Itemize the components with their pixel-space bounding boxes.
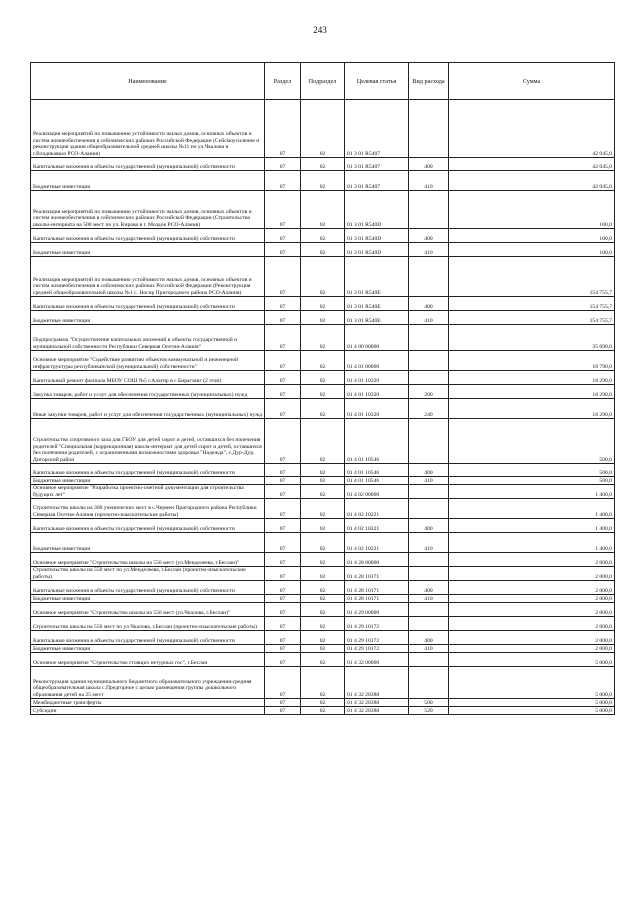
cell-name: Основное мероприятие "Строительство школы на 550 мест (ул.Менделеева, г.Беслан)" — [31, 553, 265, 567]
cell-type — [409, 499, 449, 519]
cell-sum: 2 000,0 — [449, 567, 615, 581]
cell-section: 07 — [265, 595, 301, 603]
cell-subsection: 02 — [301, 499, 345, 519]
cell-section: 07 — [265, 553, 301, 567]
cell-sum: 154 755,7 — [449, 257, 615, 297]
cell-subsection: 02 — [301, 581, 345, 595]
cell-section: 07 — [265, 653, 301, 667]
cell-name: Основное мероприятие "Строительство школы на 550 мест (ул.Чкалова, г.Беслан)" — [31, 603, 265, 617]
cell-type: 400 — [409, 581, 449, 595]
cell-type: 500 — [409, 699, 449, 707]
table-row — [31, 297, 615, 311]
cell-article: 01 3 01 R540D — [345, 243, 409, 257]
cell-sum: 5 000,0 — [449, 653, 615, 667]
cell-article: 01 4 28 00000 — [345, 553, 409, 567]
cell-sum: 2 000,0 — [449, 617, 615, 631]
cell-type — [409, 567, 449, 581]
header-article: Целевая статья — [345, 63, 409, 100]
cell-name: Бюджетные инвестиции — [31, 477, 265, 485]
table-row — [31, 603, 615, 617]
cell-sum: 1 400,0 — [449, 533, 615, 553]
cell-type: 410 — [409, 243, 449, 257]
cell-subsection: 02 — [301, 399, 345, 419]
cell-name: Основное мероприятие "Разработка проектно-сметной документации для строительства будущих лет" — [31, 485, 265, 499]
cell-section: 07 — [265, 603, 301, 617]
table-row — [31, 645, 615, 653]
cell-subsection: 02 — [301, 385, 345, 399]
cell-subsection: 02 — [301, 257, 345, 297]
cell-name: Основное мероприятие "Содействие развитию объектов коммунальной и инженерной инфраструктуры республиканской (муниципальной) собственности" — [31, 351, 265, 371]
table-row — [31, 699, 615, 707]
cell-article: 01 4 01 10320 — [345, 385, 409, 399]
cell-sum: 100,0 — [449, 229, 615, 243]
cell-sum: 18 290,0 — [449, 371, 615, 385]
cell-sum: 2 000,0 — [449, 645, 615, 653]
cell-subsection: 02 — [301, 464, 345, 477]
cell-article: 01 4 28 10171 — [345, 595, 409, 603]
cell-subsection: 02 — [301, 351, 345, 371]
table-row — [31, 499, 615, 519]
cell-sum: 1 400,0 — [449, 485, 615, 499]
cell-sum: 42 045,0 — [449, 171, 615, 191]
cell-subsection: 02 — [301, 699, 345, 707]
cell-name: Капитальные вложения в объекты государственной (муниципальной) собственности — [31, 297, 265, 311]
cell-section: 07 — [265, 191, 301, 229]
cell-subsection: 02 — [301, 645, 345, 653]
cell-name: Капитальные вложения в объекты государственной (муниципальной) собственности — [31, 519, 265, 533]
cell-type: 400 — [409, 158, 449, 171]
cell-name: Реконструкция здания муниципального бюджетного образовательного учреждения-средняя общеобразовательная школа с.Предгорное с целью размещения группы дошкольного образования детей на 25 мест — [31, 667, 265, 699]
header-type: Вид расхода — [409, 63, 449, 100]
cell-section: 07 — [265, 533, 301, 553]
cell-name: Иные закупки товаров, работ и услуг для обеспечения государственных (муниципальных) нужд — [31, 399, 265, 419]
cell-name: Закупка товаров, работ и услуг для обеспечения государственных (муниципальных) нужд — [31, 385, 265, 399]
cell-sum: 18 790,0 — [449, 351, 615, 371]
cell-subsection: 02 — [301, 631, 345, 645]
cell-article: 01 3 01 R540E — [345, 297, 409, 311]
cell-section: 07 — [265, 419, 301, 464]
table-row — [31, 371, 615, 385]
header-subsection: Подраздел — [301, 63, 345, 100]
cell-sum: 5 000,0 — [449, 707, 615, 715]
cell-type — [409, 653, 449, 667]
table-row — [31, 351, 615, 371]
cell-subsection: 02 — [301, 311, 345, 325]
cell-subsection: 02 — [301, 371, 345, 385]
cell-type: 400 — [409, 464, 449, 477]
cell-section: 07 — [265, 100, 301, 158]
cell-name: Строительство школы на 550 мест по ул.Менделеева, г.Беслан (проектно-изыскательские работы) — [31, 567, 265, 581]
table-row — [31, 553, 615, 567]
cell-article: 01 4 28 10171 — [345, 581, 409, 595]
table-row — [31, 311, 615, 325]
cell-name: Строительство школы на 360 ученических мест в с.Чермен Пригородного района Республики Северная Осетия-Алания (проектно-изыскательские работы) — [31, 499, 265, 519]
cell-name: Бюджетные инвестиции — [31, 645, 265, 653]
cell-type — [409, 325, 449, 351]
header-sum: Сумма — [449, 63, 615, 100]
cell-subsection: 02 — [301, 158, 345, 171]
cell-subsection: 02 — [301, 567, 345, 581]
cell-subsection: 02 — [301, 100, 345, 158]
cell-sum: 2 000,0 — [449, 603, 615, 617]
cell-subsection: 02 — [301, 229, 345, 243]
cell-sum: 500,0 — [449, 477, 615, 485]
cell-name: Бюджетные инвестиции — [31, 595, 265, 603]
cell-section: 07 — [265, 699, 301, 707]
table-body — [31, 100, 615, 715]
table-row — [31, 100, 615, 158]
cell-type — [409, 667, 449, 699]
cell-section: 07 — [265, 567, 301, 581]
cell-subsection: 02 — [301, 171, 345, 191]
cell-name: Бюджетные инвестиции — [31, 243, 265, 257]
table-row — [31, 485, 615, 499]
cell-name: Капитальные вложения в объекты государственной (муниципальной) собственности — [31, 631, 265, 645]
cell-section: 07 — [265, 519, 301, 533]
cell-type — [409, 419, 449, 464]
cell-article: 01 3 01 R5407 — [345, 158, 409, 171]
cell-sum: 100,0 — [449, 191, 615, 229]
cell-section: 07 — [265, 371, 301, 385]
cell-subsection: 02 — [301, 325, 345, 351]
cell-type — [409, 617, 449, 631]
cell-type — [409, 351, 449, 371]
cell-article: 01 4 02 10221 — [345, 519, 409, 533]
cell-type — [409, 603, 449, 617]
cell-article: 01 4 29 10172 — [345, 645, 409, 653]
header-name: Наименование — [31, 63, 265, 100]
cell-type — [409, 485, 449, 499]
cell-sum: 35 690,0 — [449, 325, 615, 351]
cell-article: 01 4 01 10320 — [345, 399, 409, 419]
cell-section: 07 — [265, 707, 301, 715]
cell-section: 07 — [265, 499, 301, 519]
cell-subsection: 02 — [301, 653, 345, 667]
cell-article: 01 4 01 10546 — [345, 477, 409, 485]
cell-article: 01 4 02 00000 — [345, 485, 409, 499]
cell-sum: 42 045,0 — [449, 100, 615, 158]
table-row — [31, 399, 615, 419]
cell-article: 01 3 01 R5407 — [345, 171, 409, 191]
table-row — [31, 653, 615, 667]
cell-type: 200 — [409, 385, 449, 399]
table-row — [31, 519, 615, 533]
cell-sum: 18 290,0 — [449, 399, 615, 419]
cell-article: 01 4 01 10320 — [345, 371, 409, 385]
table-row — [31, 617, 615, 631]
cell-article: 01 4 32 20388 — [345, 699, 409, 707]
cell-type: 400 — [409, 631, 449, 645]
cell-article: 01 4 29 00000 — [345, 603, 409, 617]
cell-section: 07 — [265, 385, 301, 399]
table-row — [31, 707, 615, 715]
table-row — [31, 171, 615, 191]
cell-subsection: 02 — [301, 553, 345, 567]
cell-name: Подпрограмма "Осуществление капитальных вложений в объекты государственной и муниципальной собственности Республики Северная Осетия-Алания" — [31, 325, 265, 351]
cell-section: 07 — [265, 485, 301, 499]
cell-name: Капитальные вложения в объекты государственной (муниципальной) собственности — [31, 158, 265, 171]
cell-name: Бюджетные инвестиции — [31, 311, 265, 325]
table-row — [31, 533, 615, 553]
table-row — [31, 667, 615, 699]
cell-section: 07 — [265, 257, 301, 297]
table-row — [31, 229, 615, 243]
cell-type: 410 — [409, 477, 449, 485]
cell-name: Основное мероприятие "Строительство стоящих нетурных гос", г.Беслан — [31, 653, 265, 667]
cell-sum: 2 000,0 — [449, 553, 615, 567]
cell-article: 01 4 01 10546 — [345, 419, 409, 464]
cell-name: Капитальные вложения в объекты государственной (муниципальной) собственности — [31, 581, 265, 595]
table-row — [31, 595, 615, 603]
cell-sum: 18 290,0 — [449, 385, 615, 399]
cell-name: Капитальные вложения в объекты государственной (муниципальной) собственности — [31, 464, 265, 477]
cell-name: Бюджетные инвестиции — [31, 533, 265, 553]
cell-article: 01 3 01 R540D — [345, 191, 409, 229]
cell-section: 07 — [265, 667, 301, 699]
cell-section: 07 — [265, 243, 301, 257]
cell-article: 01 4 29 10172 — [345, 631, 409, 645]
table-row — [31, 158, 615, 171]
cell-sum: 1 400,0 — [449, 519, 615, 533]
cell-article: 01 4 28 10171 — [345, 567, 409, 581]
cell-subsection: 02 — [301, 667, 345, 699]
cell-name: Строительство школы на 550 мест по ул.Чкалова, г.Беслан (проектно-изыскательские работы) — [31, 617, 265, 631]
cell-name: Капитальные вложения в объекты государственной (муниципальной) собственности — [31, 229, 265, 243]
table-row — [31, 243, 615, 257]
cell-article: 01 4 01 10546 — [345, 464, 409, 477]
cell-subsection: 02 — [301, 603, 345, 617]
cell-article: 01 4 01 00000 — [345, 351, 409, 371]
cell-type — [409, 553, 449, 567]
cell-name: Межбюджетные трансферты — [31, 699, 265, 707]
table-row — [31, 581, 615, 595]
cell-section: 07 — [265, 464, 301, 477]
cell-subsection: 02 — [301, 595, 345, 603]
cell-section: 07 — [265, 399, 301, 419]
table-row — [31, 419, 615, 464]
cell-type — [409, 257, 449, 297]
cell-name: Субсидии — [31, 707, 265, 715]
cell-sum: 2 000,0 — [449, 581, 615, 595]
cell-subsection: 02 — [301, 477, 345, 485]
cell-section: 07 — [265, 477, 301, 485]
cell-article: 01 4 32 00000 — [345, 653, 409, 667]
cell-article: 01 3 01 R540E — [345, 311, 409, 325]
cell-subsection: 02 — [301, 519, 345, 533]
cell-article: 01 4 02 10221 — [345, 499, 409, 519]
cell-sum: 500,0 — [449, 464, 615, 477]
table-row — [31, 385, 615, 399]
header-section: Раздел — [265, 63, 301, 100]
cell-name: Капитальный ремонт филиала МБОУ СОШ №5 г.Алагир в с.Бирагзанг (2 этап) — [31, 371, 265, 385]
cell-name: Реализация мероприятий по повышению устойчивости жилых домов, основных объектов и систем жизнеобеспечения в сейсмических районах Российской Федерации (Сейсмоусиление и реконструкция здания общеобразовательной средней школы №11 по ул.Чкалова в г.Владикавказ РСО-Алания) — [31, 100, 265, 158]
cell-article: 01 4 32 20388 — [345, 707, 409, 715]
cell-sum: 100,0 — [449, 243, 615, 257]
cell-name: Реализация мероприятий по повышению устойчивости жилых домов, основных объектов и систем жизнеобеспечения в сейсмических районах Российской Федерации (Реконструкция средней общеобразовательной школы №1 с. Ногир Пригородного района РСО-Алания) — [31, 257, 265, 297]
cell-section: 07 — [265, 631, 301, 645]
cell-section: 07 — [265, 171, 301, 191]
cell-article: 01 3 01 R540E — [345, 257, 409, 297]
cell-subsection: 02 — [301, 297, 345, 311]
cell-type: 400 — [409, 297, 449, 311]
cell-sum: 154 755,7 — [449, 297, 615, 311]
table-row — [31, 477, 615, 485]
cell-subsection: 02 — [301, 707, 345, 715]
cell-sum: 42 045,0 — [449, 158, 615, 171]
table-row — [31, 191, 615, 229]
table-row — [31, 567, 615, 581]
cell-section: 07 — [265, 297, 301, 311]
table-row — [31, 257, 615, 297]
cell-name: Реализация мероприятий по повышению устойчивости жилых домов, основных объектов и систем жизнеобеспечения в сейсмических районах Российской Федерации (Строительство школы-интерната на 500 мест по ул. Кирова в г. Моздок РСО-Алания) — [31, 191, 265, 229]
cell-section: 07 — [265, 617, 301, 631]
cell-type: 400 — [409, 519, 449, 533]
cell-article: 01 4 02 10221 — [345, 533, 409, 553]
cell-sum: 1 400,0 — [449, 499, 615, 519]
cell-section: 07 — [265, 351, 301, 371]
cell-article: 01 4 32 20388 — [345, 667, 409, 699]
cell-subsection: 02 — [301, 419, 345, 464]
cell-subsection: 02 — [301, 243, 345, 257]
cell-section: 07 — [265, 158, 301, 171]
cell-name: Строительство спортивного зала для ГБОУ для детей сирот и детей, оставшихся без попечения родителей "Специальная (коррекционная) школа-интернат для детей сирот и детей, оставшихся без попечения родителей, с ограниченными возможностями здоровья "Надежда", с.Дур-Дур, Дигорский район — [31, 419, 265, 464]
cell-section: 07 — [265, 311, 301, 325]
cell-sum: 2 000,0 — [449, 595, 615, 603]
cell-sum: 500,0 — [449, 419, 615, 464]
cell-name: Бюджетные инвестиции — [31, 171, 265, 191]
cell-subsection: 02 — [301, 617, 345, 631]
cell-type: 410 — [409, 645, 449, 653]
cell-section: 07 — [265, 229, 301, 243]
cell-subsection: 02 — [301, 533, 345, 553]
cell-type: 410 — [409, 533, 449, 553]
cell-type — [409, 371, 449, 385]
cell-section: 07 — [265, 581, 301, 595]
table-row — [31, 464, 615, 477]
cell-type: 410 — [409, 595, 449, 603]
cell-article: 01 3 01 R540D — [345, 229, 409, 243]
table-row — [31, 325, 615, 351]
cell-type: 240 — [409, 399, 449, 419]
cell-article: 01 3 01 R5407 — [345, 100, 409, 158]
cell-sum: 2 000,0 — [449, 631, 615, 645]
cell-sum: 5 000,0 — [449, 699, 615, 707]
cell-sum: 5 000,0 — [449, 667, 615, 699]
cell-type: 400 — [409, 229, 449, 243]
cell-type: 410 — [409, 171, 449, 191]
cell-type: 410 — [409, 311, 449, 325]
table-header-row — [31, 63, 615, 100]
cell-type: 520 — [409, 707, 449, 715]
budget-table — [30, 62, 615, 715]
cell-type — [409, 191, 449, 229]
table-row — [31, 631, 615, 645]
page-number: 243 — [313, 25, 327, 35]
cell-article: 01 4 00 00000 — [345, 325, 409, 351]
cell-sum: 154 755,7 — [449, 311, 615, 325]
cell-section: 07 — [265, 325, 301, 351]
cell-subsection: 02 — [301, 485, 345, 499]
cell-type — [409, 100, 449, 158]
cell-section: 07 — [265, 645, 301, 653]
cell-subsection: 02 — [301, 191, 345, 229]
cell-article: 01 4 29 10172 — [345, 617, 409, 631]
